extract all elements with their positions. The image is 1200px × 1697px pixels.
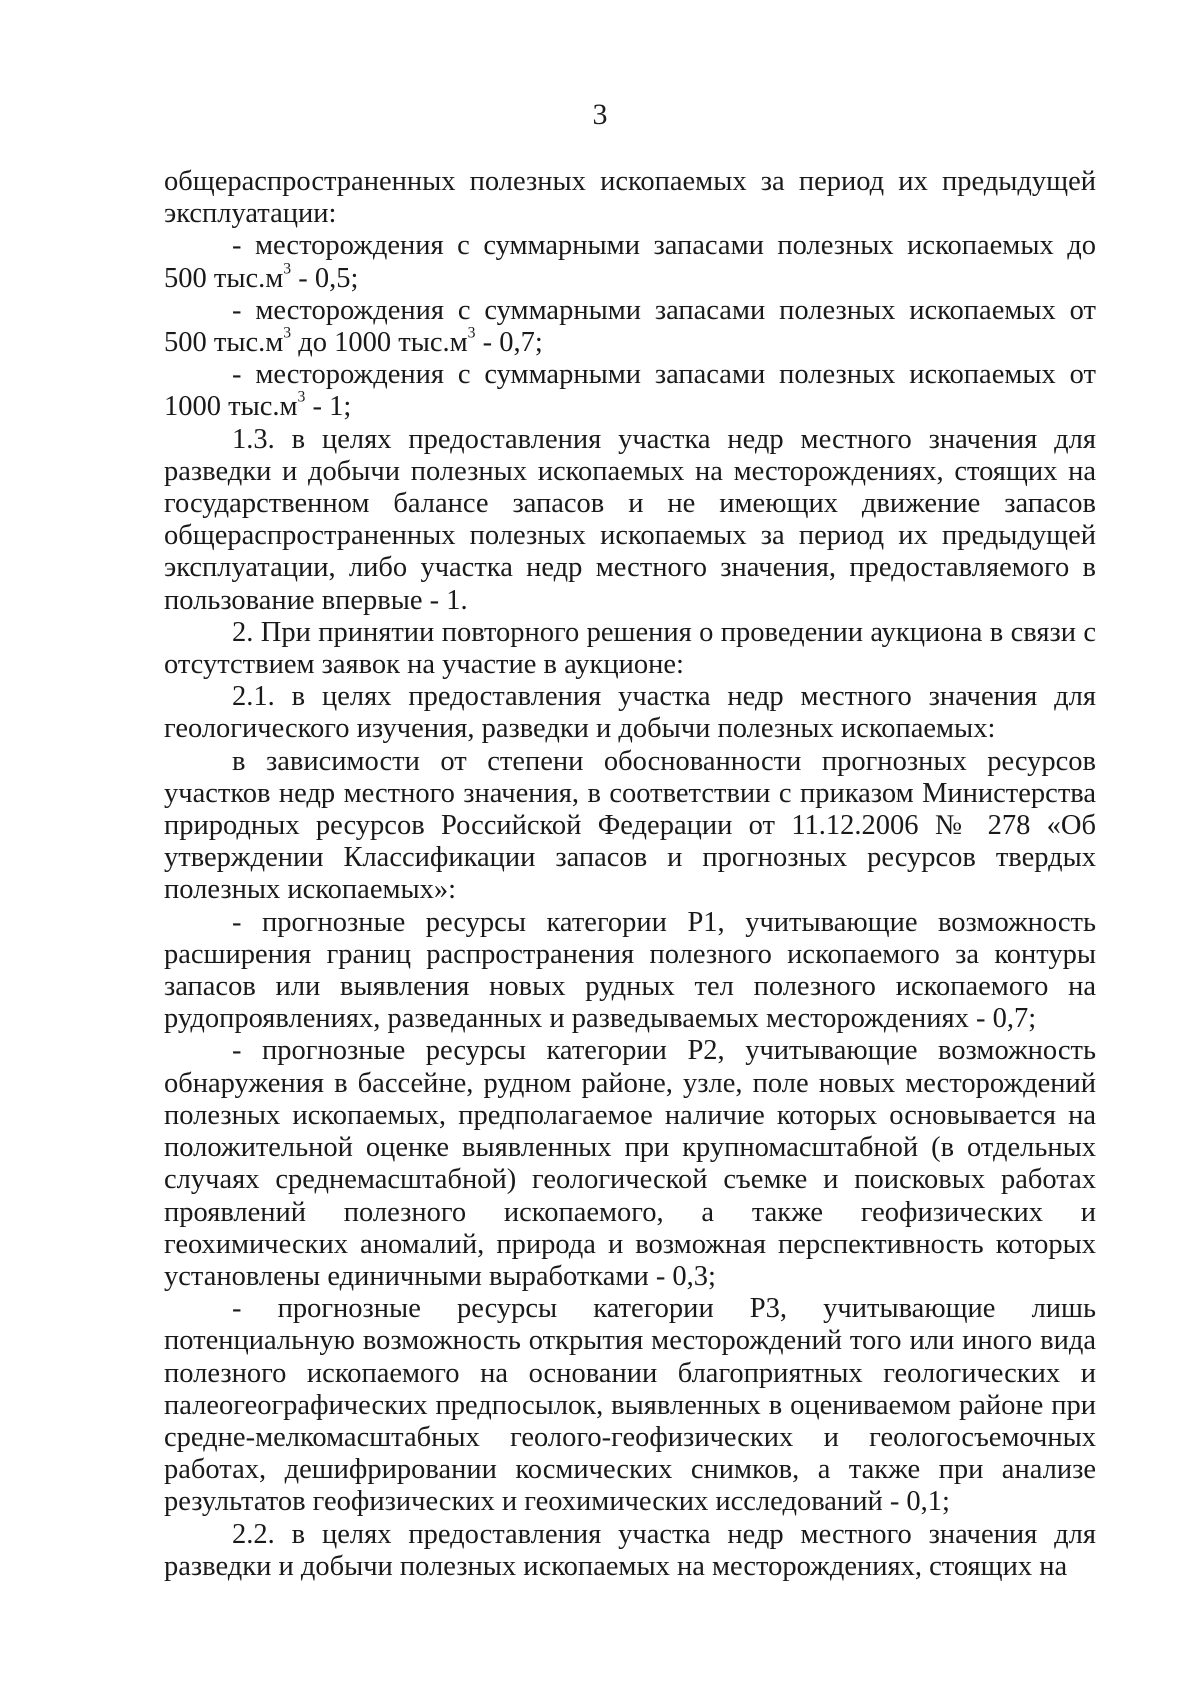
list-item-category-p2: - прогнозные ресурсы категории Р2, учитывающие возможность обнаружения в бассейне, рудном районе, узле, поле новых месторождений полезных ископаемых, предполагаемое наличие которых основывается на положительной оценке выявленных при крупномасштабной (в отдельных случаях среднемасштабной) геологической съемке и поисковых работах проявлений полезного ископаемого, а также геофизических и геохимических аномалий, природа и возможная перспективность которых установлены единичными выработками - 0,3; [164,1035,1096,1292]
clause-2: 2. При принятии повторного решения о проведении аукциона в связи с отсутствием заявок на участие в аукционе: [164,616,1096,681]
list-item-deposits-from-1000 [164,359,1096,423]
paragraph-text: - месторождения с суммарными запасами полезных ископаемых от 1000 тыс.м [164,359,1096,423]
document-body [164,166,1096,1583]
clause-1-3: 1.3. в целях предоставления участка недр местного значения для разведки и добычи полезных ископаемых на месторождениях, стоящих на государственном балансе запасов и не имеющих движение запасов общераспространенных полезных ископаемых за период их предыдущей эксплуатации, либо участка недр местного значения, предоставляемого в пользование впервые - 1. [164,423,1096,616]
paragraph-text: - 0,7; [475,327,543,359]
paragraph-text: - месторождения с суммарными запасами полезных ископаемых до 500 тыс.м [164,230,1096,294]
list-item-category-p1: - прогнозные ресурсы категории Р1, учитывающие возможность расширения границ распространения полезного ископаемого за контуры запасов или выявления новых рудных тел полезного ископаемого на рудопроявлениях, разведанных и разведываемых месторождениях - 0,7; [164,906,1096,1035]
paragraph-text: - 0,5; [291,262,359,294]
page-number: 3 [592,98,608,131]
paragraph-text: до 1000 тыс.м [291,327,468,359]
superscript: 3 [467,324,476,342]
paragraph-text: общераспространенных полезных ископаемых за период их предыдущей эксплуатации: [164,166,1096,230]
paragraph-continuation [164,166,1096,230]
superscript: 3 [297,389,306,407]
superscript: 3 [283,260,292,278]
clause-2-2: 2.2. в целях предоставления участка недр местного значения для разведки и добычи полезных ископаемых на месторождениях, стоящих на [164,1518,1096,1582]
list-item-deposits-up-to-500 [164,230,1096,294]
classification-intro: в зависимости от степени обоснованности прогнозных ресурсов участков недр местного значения, в соответствии с приказом Министерства природных ресурсов Российской Федерации от 11.12.2006 № 278 «Об утверждении Классификации запасов и прогнозных ресурсов твердых полезных ископаемых»: [164,745,1096,906]
list-item-deposits-500-to-1000 [164,295,1096,359]
paragraph-text: - 1; [305,391,352,423]
list-item-category-p3: - прогнозные ресурсы категории Р3, учитывающие лишь потенциальную возможность открытия месторождений того или иного вида полезного ископаемого на основании благоприятных геологических и палеогеографических предпосылок, выявленных в оцениваемом районе при средне-мелкомасштабных геолого-геофизических и геологосъемочных работах, дешифрировании космических снимков, а также при анализе результатов геофизических и геохимических исследований - 0,1; [164,1293,1096,1518]
paragraph-text: - месторождения с суммарными запасами полезных ископаемых от 500 тыс.м [164,294,1096,359]
clause-2-1: 2.1. в целях предоставления участка недр местного значения для геологического изучения, разведки и добычи полезных ископаемых: [164,681,1096,745]
superscript: 3 [283,324,292,342]
